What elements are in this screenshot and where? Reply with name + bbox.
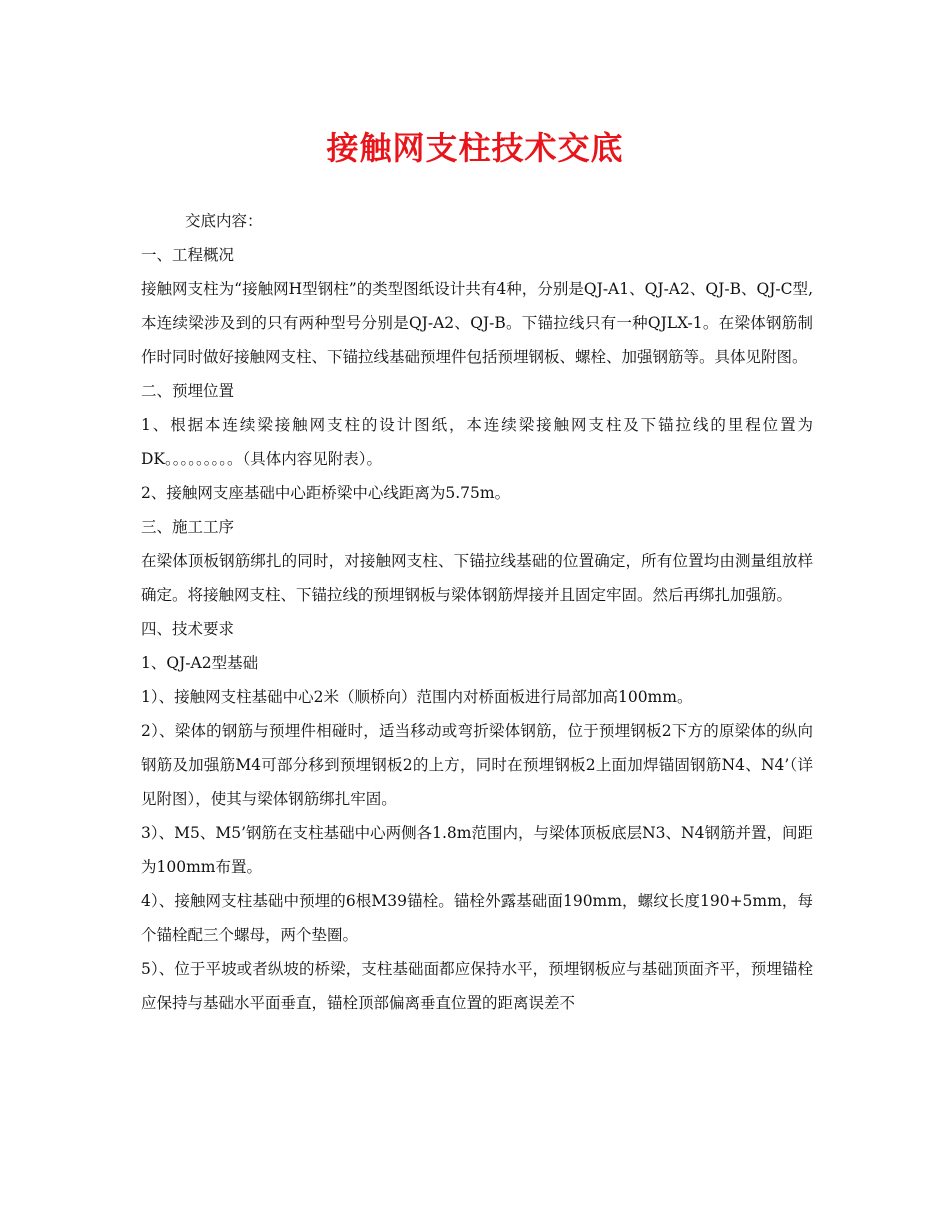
paragraph-position-1: 1、根据本连续梁接触网支柱的设计图纸，本连续梁接触网支柱及下锚拉线的里程位置为DK。。。。。。。。。（具体内容见附表）。	[141, 416, 813, 468]
section-heading-embedded-position: 二、预埋位置	[141, 382, 235, 400]
subheading-qj-a2-foundation: 1、QJ-A2型基础	[141, 654, 259, 672]
requirement-item-5: 5）、位于平坡或者纵坡的桥梁，支柱基础面都应保持水平，预埋钢板应与基础顶面齐平，预埋锚栓应保持与基础水平面垂直，锚栓顶部偏离垂直位置的距离误差不	[141, 960, 813, 1012]
requirement-item-1: 1）、接触网支柱基础中心2米（顺桥向）范围内对桥面板进行局部加高100mm。	[141, 688, 693, 706]
section-heading-overview: 一、工程概况	[141, 246, 235, 264]
requirement-item-4: 4）、接触网支柱基础中预埋的6根M39锚栓。锚栓外露基础面190mm，螺纹长度190+5mm，每个锚栓配三个螺母，两个垫圈。	[141, 892, 813, 944]
document-body	[141, 204, 813, 1020]
section-heading-construction-process: 三、施工工序	[141, 518, 235, 536]
paragraph-overview: 接触网支柱为“接触网H型钢柱”的类型图纸设计共有4种，分别是QJ-A1、QJ-A2、QJ-B、QJ-C型,本连续梁涉及到的只有两种型号分别是QJ-A2、QJ-B。下锚拉线只有一种QJLX-1。在梁体钢筋制作时同时做好接触网支柱、下锚拉线基础预埋件包括预埋钢板、螺栓、加强钢筋等。具体见附图。	[141, 280, 813, 366]
paragraph-construction-process: 在梁体顶板钢筋绑扎的同时，对接触网支柱、下锚拉线基础的位置确定，所有位置均由测量组放样确定。将接触网支柱、下锚拉线的预埋钢板与梁体钢筋焊接并且固定牢固。然后再绑扎加强筋。	[141, 552, 813, 604]
requirement-item-2: 2）、梁体的钢筋与预埋件相碰时，适当移动或弯折梁体钢筋，位于预埋钢板2下方的原梁体的纵向钢筋及加强筋M4可部分移到预埋钢板2的上方，同时在预埋钢板2上面加焊锚固钢筋N4、N4’（详见附图），使其与梁体钢筋绑扎牢固。	[141, 722, 813, 808]
requirement-item-3: 3）、M5、M5’钢筋在支柱基础中心两侧各1.8m范围内，与梁体顶板底层N3、N4钢筋并置，间距为100mm布置。	[141, 824, 813, 876]
document-title: 接触网支柱技术交底	[326, 129, 624, 167]
intro-label: 交底内容：	[185, 212, 263, 230]
paragraph-position-2: 2、接触网支座基础中心距桥梁中心线距离为5.75m。	[141, 484, 511, 502]
section-heading-technical-requirements: 四、技术要求	[141, 620, 235, 638]
